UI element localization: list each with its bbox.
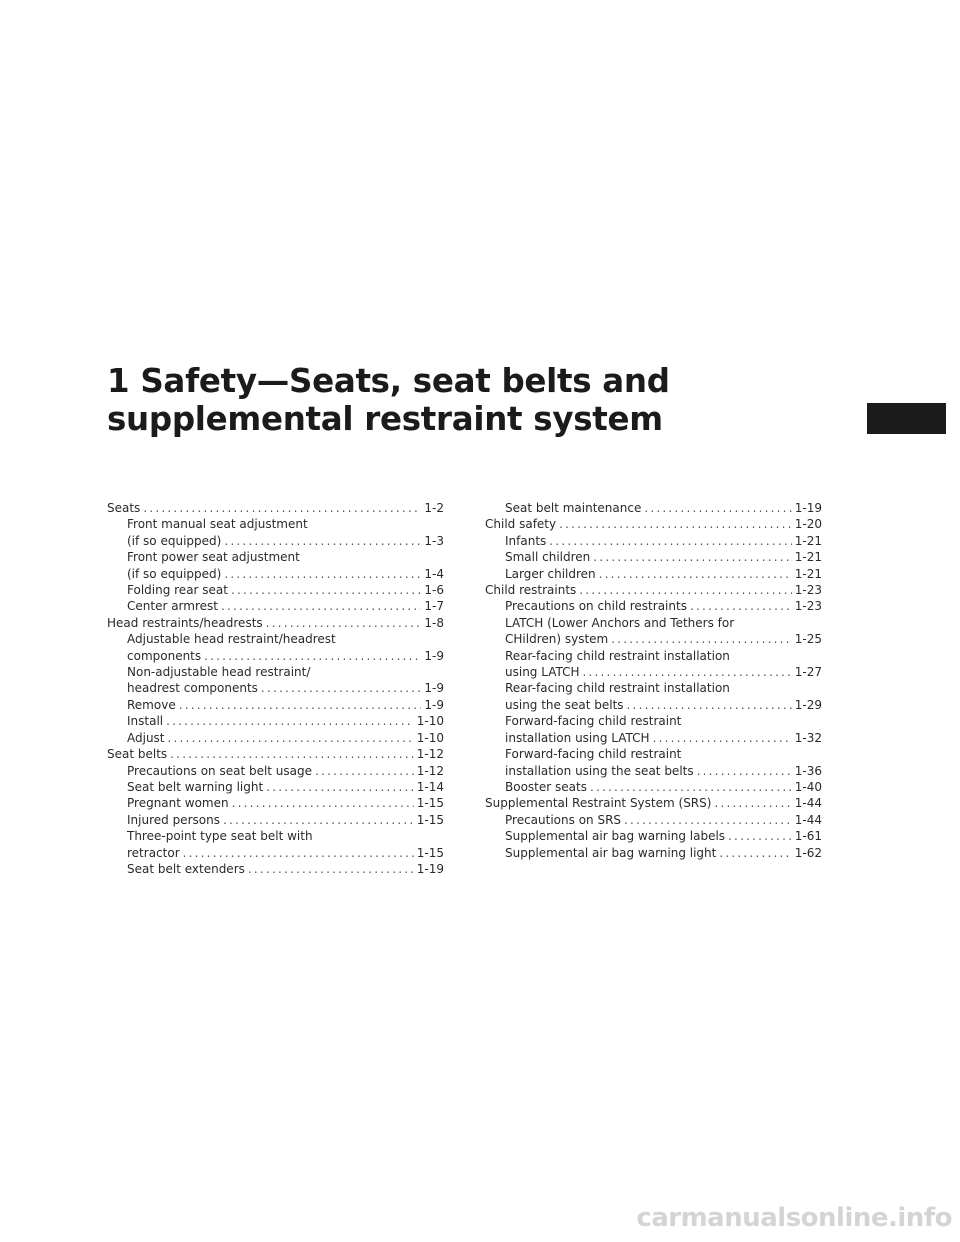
- toc-entry[interactable]: [107, 713, 444, 729]
- toc-entry-page: 1-7: [424, 599, 444, 614]
- toc-entry-row: [505, 763, 822, 779]
- toc-entry-label-line: Three-point type seat belt with: [127, 829, 313, 844]
- toc-entry-label-line: Front manual seat adjustment: [127, 517, 308, 532]
- toc-entry-page: 1-61: [794, 829, 822, 844]
- toc-entry-label: Seat belts: [107, 747, 168, 762]
- dot-leader: [231, 582, 421, 598]
- dot-leader: [183, 845, 414, 861]
- toc-entry-row: [505, 845, 822, 861]
- toc-entry-page: 1-21: [794, 550, 822, 565]
- toc-entry-label: installation using the seat belts: [505, 763, 694, 778]
- dot-leader: [179, 697, 422, 713]
- dot-leader: [583, 664, 792, 680]
- dot-leader: [653, 730, 792, 746]
- toc-entry-row: [127, 598, 444, 614]
- dot-leader: [224, 533, 421, 549]
- toc-entry-page: 1-10: [416, 714, 444, 729]
- toc-entry-page: 1-27: [794, 665, 822, 680]
- toc-entry-row: [127, 812, 444, 828]
- toc-entry-page: 1-15: [416, 812, 444, 827]
- toc-entry-page: 1-23: [794, 599, 822, 614]
- dot-leader: [223, 812, 414, 828]
- toc-entry-page: 1-29: [794, 697, 822, 712]
- toc-entry-label: Child safety: [485, 517, 557, 532]
- toc-entry-row: [127, 845, 444, 861]
- toc-entry-label: Supplemental air bag warning labels: [505, 829, 726, 844]
- toc-entry-row: [127, 795, 444, 811]
- dot-leader: [166, 713, 414, 729]
- chapter-title-line-2: supplemental restraint system: [107, 400, 663, 438]
- dot-leader: [579, 582, 791, 598]
- toc-entry-page: 1-9: [424, 648, 444, 663]
- toc-entry-row: [505, 500, 822, 516]
- toc-entry-page: 1-9: [424, 697, 444, 712]
- toc-entry[interactable]: [107, 746, 444, 762]
- dot-leader: [624, 812, 792, 828]
- toc-entry-row: [107, 500, 444, 516]
- toc-entry-row: [485, 795, 822, 811]
- dot-leader: [611, 631, 792, 647]
- toc-entry-row: [485, 582, 822, 598]
- toc-entry[interactable]: [107, 812, 444, 828]
- toc-entry-page: 1-12: [416, 747, 444, 762]
- dot-leader: [599, 566, 792, 582]
- toc-entry-page: 1-15: [416, 845, 444, 860]
- toc-entry[interactable]: [485, 615, 822, 648]
- dot-leader: [697, 763, 792, 779]
- toc-entry[interactable]: [485, 779, 822, 795]
- toc-entry[interactable]: [485, 648, 822, 681]
- dot-leader: [170, 746, 414, 762]
- dot-leader: [627, 697, 792, 713]
- toc-entry-label-line: Rear-facing child restraint installation: [505, 681, 730, 696]
- toc-entry-label-line: LATCH (Lower Anchors and Tethers for: [505, 615, 735, 630]
- toc-entry-label: Seat belt maintenance: [505, 501, 642, 515]
- toc-entry-page: 1-12: [416, 763, 444, 778]
- toc-entry-label: (if so equipped): [127, 566, 222, 581]
- toc-entry-label: Booster seats: [505, 779, 587, 794]
- toc-entry-page: 1-21: [794, 533, 822, 548]
- chapter-title-line-1: 1 Safety—Seats, seat belts and: [107, 362, 670, 400]
- dot-leader: [559, 516, 792, 532]
- dot-leader: [714, 795, 791, 811]
- toc-entry-label: Pregnant women: [127, 796, 229, 811]
- dot-leader: [266, 615, 422, 631]
- toc-entry-row: [505, 631, 822, 647]
- dot-leader: [248, 861, 414, 877]
- dot-leader: [221, 598, 421, 614]
- toc-entry[interactable]: [485, 516, 822, 532]
- toc-entry-page: 1-40: [794, 779, 822, 794]
- toc-entry-row: [505, 664, 822, 680]
- toc-entry-row: [127, 648, 444, 664]
- toc-entry[interactable]: [107, 730, 444, 746]
- toc-entry-row: [505, 549, 822, 565]
- watermark: carmanualsonline.info: [636, 1203, 952, 1233]
- dot-leader: [266, 779, 414, 795]
- toc-right-column: [485, 500, 822, 861]
- toc-entry[interactable]: [485, 533, 822, 549]
- toc-entry-page: 1-32: [794, 730, 822, 745]
- toc-entry[interactable]: [485, 500, 822, 516]
- toc-entry-page: 1-23: [794, 583, 822, 598]
- toc-left-column: [107, 500, 444, 877]
- toc-entry[interactable]: [107, 516, 444, 549]
- toc-entry-row: [505, 828, 822, 844]
- dot-leader: [232, 795, 414, 811]
- toc-entry[interactable]: [107, 582, 444, 598]
- toc-entry[interactable]: [485, 828, 822, 844]
- toc-entry-row: [485, 516, 822, 532]
- dot-leader: [224, 566, 421, 582]
- toc-entry-label: Seats: [107, 501, 141, 515]
- toc-entry-label: Folding rear seat: [127, 583, 228, 598]
- toc-entry-row: [505, 697, 822, 713]
- toc-entry-label-line: Forward-facing child restraint: [505, 714, 682, 729]
- toc-entry-page: 1-19: [794, 501, 822, 515]
- toc-entry-row: [505, 598, 822, 614]
- toc-entry-label: CHildren) system: [505, 632, 609, 647]
- toc-entry-page: 1-3: [424, 533, 444, 548]
- toc-entry-label: Supplemental Restraint System (SRS): [485, 796, 712, 811]
- toc-entry[interactable]: [485, 713, 822, 746]
- toc-entry-page: 1-15: [416, 796, 444, 811]
- toc-entry-row: [505, 779, 822, 795]
- toc-entry-page: 1-8: [424, 615, 444, 630]
- toc-entry[interactable]: [107, 779, 444, 795]
- toc-entry[interactable]: [485, 566, 822, 582]
- toc-entry-row: [127, 779, 444, 795]
- toc-entry[interactable]: [107, 549, 444, 582]
- toc-entry-label: Infants: [505, 533, 547, 548]
- toc-entry-page: 1-19: [416, 861, 444, 876]
- toc-entry[interactable]: [107, 828, 444, 861]
- toc-entry[interactable]: [107, 598, 444, 614]
- toc-entry-row: [107, 615, 444, 631]
- dot-leader: [168, 730, 414, 746]
- toc-entry[interactable]: [107, 615, 444, 631]
- toc-entry-page: 1-21: [794, 566, 822, 581]
- toc-entry-label: Precautions on seat belt usage: [127, 763, 313, 778]
- toc-entry[interactable]: [107, 795, 444, 811]
- toc-entry-page: 1-14: [416, 779, 444, 794]
- toc-entry-label: headrest components: [127, 681, 258, 696]
- toc-entry[interactable]: [485, 746, 822, 779]
- toc-entry-label: Seat belt extenders: [127, 861, 245, 876]
- toc-entry[interactable]: [485, 845, 822, 861]
- dot-leader: [549, 533, 791, 549]
- toc-entry-label: Supplemental air bag warning light: [505, 845, 717, 860]
- toc-entry-label: Larger children: [505, 566, 596, 581]
- toc-entry-label: (if so equipped): [127, 533, 222, 548]
- toc-entry-row: [127, 861, 444, 877]
- dot-leader: [143, 500, 421, 516]
- toc-entry[interactable]: [485, 812, 822, 828]
- toc-entry-label: Injured persons: [127, 812, 220, 827]
- dot-leader: [590, 779, 792, 795]
- toc-entry-label: Child restraints: [485, 583, 577, 598]
- toc-entry[interactable]: [107, 763, 444, 779]
- toc-entry-label: Small children: [505, 550, 591, 565]
- toc-entry[interactable]: [107, 697, 444, 713]
- toc-entry[interactable]: [485, 549, 822, 565]
- toc-entry-label-line: Non-adjustable head restraint/: [127, 665, 311, 680]
- toc-entry[interactable]: [485, 680, 822, 713]
- toc-entry-page: 1-62: [794, 845, 822, 860]
- toc-entry-row: [127, 582, 444, 598]
- toc-entry-label-line: Forward-facing child restraint: [505, 747, 682, 762]
- toc-entry-row: [505, 730, 822, 746]
- toc-entry[interactable]: [107, 861, 444, 877]
- toc-entry-label: Seat belt warning light: [127, 779, 264, 794]
- toc-entry-label: Install: [127, 714, 164, 729]
- toc-entry-page: 1-25: [794, 632, 822, 647]
- toc-entry-label: retractor: [127, 845, 180, 860]
- toc-entry-label-line: Front power seat adjustment: [127, 550, 300, 565]
- toc-entry-row: [127, 763, 444, 779]
- toc-entry-row: [505, 812, 822, 828]
- toc-entry-label: using the seat belts: [505, 697, 624, 712]
- chapter-title: [107, 362, 807, 438]
- toc-entry-label: Remove: [127, 697, 176, 712]
- toc-entry-label: Precautions on SRS: [505, 812, 622, 827]
- toc-entry[interactable]: [485, 795, 822, 811]
- toc-entry-row: [127, 680, 444, 696]
- dot-leader: [719, 845, 791, 861]
- dot-leader: [644, 500, 791, 516]
- toc-entry-label: components: [127, 648, 202, 663]
- chapter-tab: [867, 403, 946, 434]
- toc-entry[interactable]: [485, 582, 822, 598]
- toc-entry-label: Center armrest: [127, 599, 218, 614]
- dot-leader: [728, 828, 792, 844]
- toc-entry[interactable]: [107, 631, 444, 664]
- toc-entry-page: 1-20: [794, 517, 822, 532]
- toc-entry-page: 1-9: [424, 681, 444, 696]
- toc-entry-page: 1-4: [424, 566, 444, 581]
- toc-entry-label: using LATCH: [505, 665, 580, 680]
- toc-entry-page: 1-36: [794, 763, 822, 778]
- toc-entry-row: [127, 730, 444, 746]
- toc-entry-page: 1-10: [416, 730, 444, 745]
- toc-entry-page: 1-6: [424, 583, 444, 598]
- toc-entry-row: [127, 533, 444, 549]
- dot-leader: [690, 598, 792, 614]
- dot-leader: [204, 648, 421, 664]
- toc-entry-row: [127, 697, 444, 713]
- toc-entry-row: [127, 566, 444, 582]
- toc-entry-row: [505, 566, 822, 582]
- toc-entry-label: Adjust: [127, 730, 165, 745]
- toc-entry-label: installation using LATCH: [505, 730, 650, 745]
- toc-entry-page: 1-2: [424, 501, 444, 515]
- toc-entry-row: [127, 713, 444, 729]
- toc-entry-label-line: Rear-facing child restraint installation: [505, 648, 730, 663]
- dot-leader: [261, 680, 421, 696]
- toc-entry-row: [107, 746, 444, 762]
- toc-entry[interactable]: [107, 664, 444, 697]
- toc-entry-page: 1-44: [794, 812, 822, 827]
- dot-leader: [593, 549, 791, 565]
- toc-entry-label: Head restraints/headrests: [107, 615, 263, 630]
- toc-entry-label: Precautions on child restraints: [505, 599, 687, 614]
- dot-leader: [315, 763, 414, 779]
- toc-entry-page: 1-44: [794, 796, 822, 811]
- toc-entry-row: [505, 533, 822, 549]
- toc-entry[interactable]: [107, 500, 444, 516]
- toc-entry[interactable]: [485, 598, 822, 614]
- toc-entry-label-line: Adjustable head restraint/headrest: [127, 632, 336, 647]
